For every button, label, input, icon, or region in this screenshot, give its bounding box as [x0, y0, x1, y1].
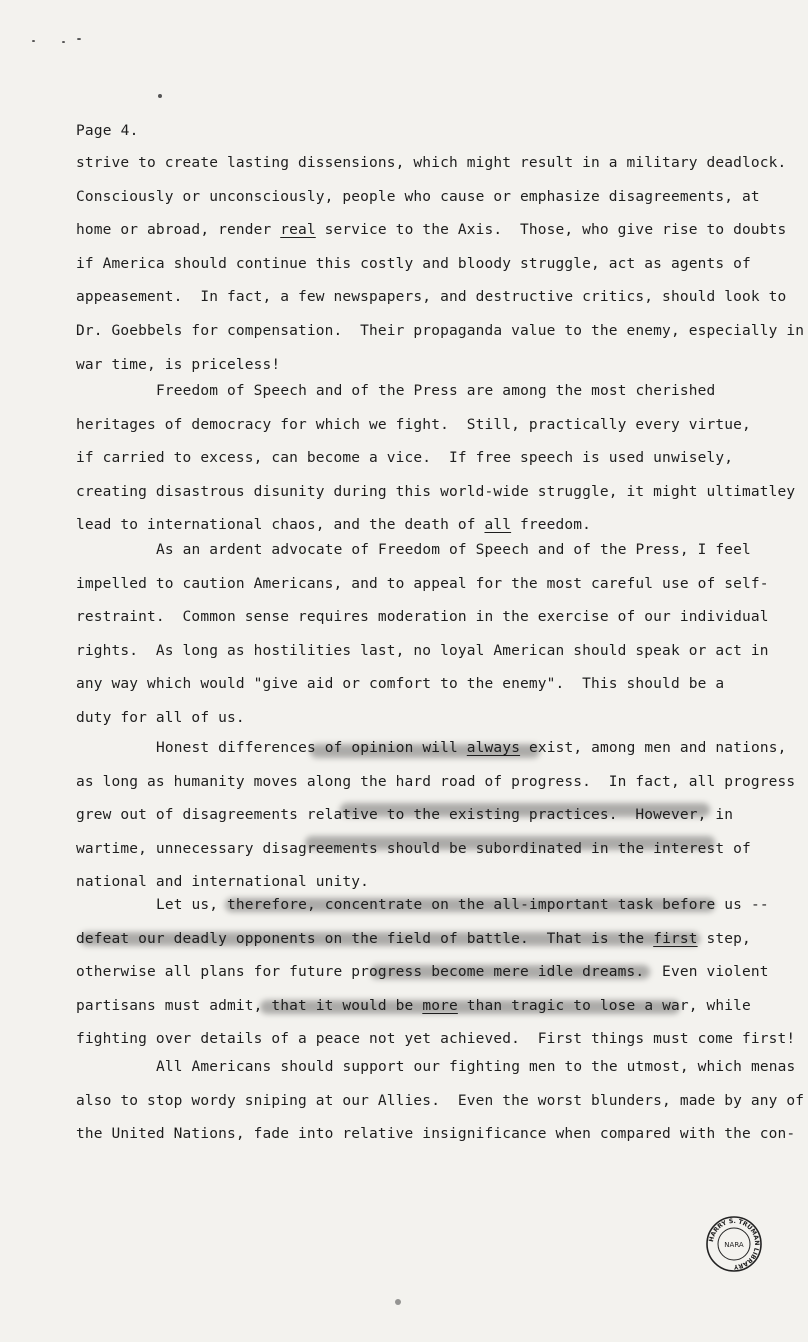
text-line: appeasement. In fact, a few newspapers, and destructive critics, should look to	[76, 289, 787, 306]
stamp-ring-text: HARRY S. TRUMAN LIBRARY	[708, 1217, 761, 1271]
page-label: Page 4.	[76, 123, 139, 139]
text-line: war time, is priceless!	[76, 356, 281, 373]
scan-speck	[32, 40, 35, 42]
text-line	[76, 931, 751, 947]
scan-speck	[158, 94, 162, 98]
text-line: the United Nations, fade into relative insignificance when compared with the con-	[76, 1126, 796, 1143]
text-line: as long as humanity moves along the hard road of progress. In fact, all progress	[76, 773, 796, 790]
text-segment: partisans must admit, that it would be	[76, 997, 423, 1014]
text-segment: defeat our deadly opponents on the field of battle. That is the	[76, 930, 654, 947]
text-line	[76, 517, 591, 533]
text-segment: than tragic to lose a war, while	[457, 997, 751, 1014]
text-line: wartime, unnecessary disagreements should be subordinated in the interest of	[76, 840, 751, 857]
text-line: creating disastrous disunity during this world-wide struggle, it might ultimatley	[76, 483, 796, 500]
text-line: Consciously or unconsciously, people who cause or emphasize disagreements, at	[76, 188, 760, 205]
text-line: any way which would "give aid or comfort to the enemy". This should be a	[76, 676, 725, 693]
text-segment: home or abroad, render	[76, 222, 281, 239]
scan-speck	[77, 38, 81, 40]
underlined-word: first	[653, 930, 698, 947]
text-line	[76, 222, 786, 238]
text-segment: exist, among men and nations,	[520, 740, 787, 756]
text-line: otherwise all plans for future progress become mere idle dreams. Even violent	[76, 964, 769, 981]
text-line: impelled to caution Americans, and to appeal for the most careful use of self-	[76, 575, 769, 592]
stamp-seal-icon	[705, 1215, 763, 1273]
text-line: Dr. Goebbels for compensation. Their propaganda value to the enemy, especially in	[76, 323, 805, 339]
text-line: Freedom of Speech and of the Press are among the most cherished	[156, 383, 716, 399]
text-line: rights. As long as hostilities last, no loyal American should speak or act in	[76, 642, 769, 659]
text-line: restraint. Common sense requires moderation in the exercise of our individual	[76, 609, 769, 626]
text-line: also to stop wordy sniping at our Allies. Even the worst blunders, made by any of	[76, 1092, 805, 1109]
text-segment: lead to international chaos, and the death of	[76, 517, 485, 534]
text-line: if America should continue this costly and bloody struggle, act as agents of	[76, 255, 751, 272]
stamp-center-text: NARA	[724, 1241, 744, 1249]
underlined-word: real	[280, 222, 316, 239]
underlined-word: more	[422, 997, 458, 1014]
text-segment: service to the Axis. Those, who give rise to doubts	[315, 222, 787, 239]
text-line: grew out of disagreements relative to the existing practices. However, in	[76, 807, 734, 824]
text-segment: step,	[697, 930, 751, 947]
text-line	[156, 740, 786, 756]
text-line: All Americans should support our fighting men to the utmost, which menas	[156, 1059, 796, 1075]
text-segment: freedom.	[511, 517, 592, 534]
text-line: heritages of democracy for which we fight. Still, practically every virtue,	[76, 416, 751, 433]
underlined-word: always	[466, 740, 521, 756]
text-line: duty for all of us.	[76, 710, 245, 726]
nara-library-stamp	[705, 1215, 763, 1273]
scan-speck	[395, 1299, 401, 1305]
text-line: national and international unity.	[76, 874, 370, 891]
scan-speck	[62, 41, 65, 43]
text-line: if carried to excess, can become a vice. If free speech is used unwisely,	[76, 450, 734, 467]
text-line: fighting over details of a peace not yet achieved. First things must come first!	[76, 1031, 796, 1048]
text-line: strive to create lasting dissensions, which might result in a military deadlock.	[76, 155, 787, 171]
text-segment: Honest differences of opinion will	[156, 740, 467, 756]
text-line: As an ardent advocate of Freedom of Speech and of the Press, I feel	[156, 542, 751, 558]
text-line	[76, 998, 751, 1014]
underlined-word: all	[484, 517, 512, 534]
text-line: Let us, therefore, concentrate on the all-important task before us --	[156, 897, 769, 913]
